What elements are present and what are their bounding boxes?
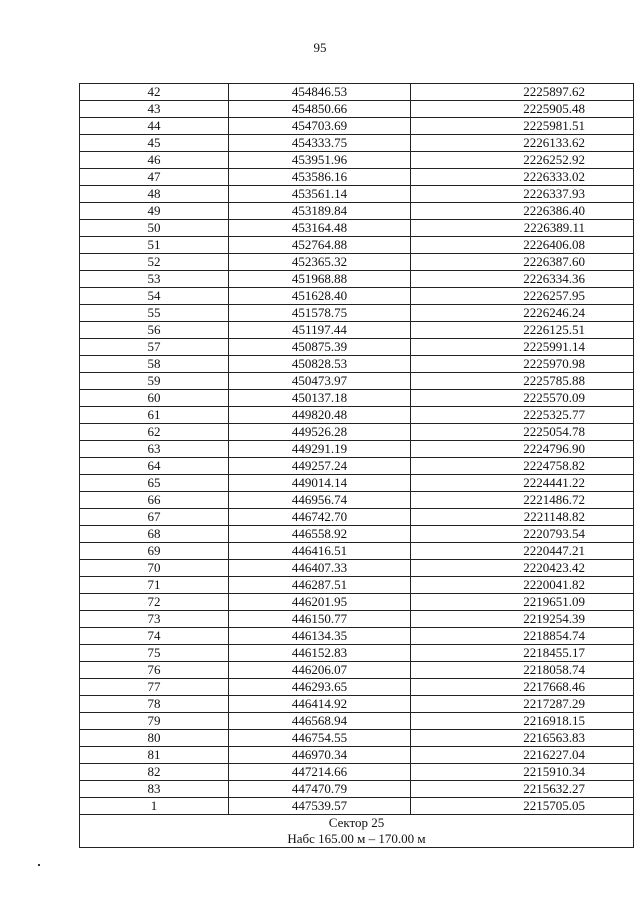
y-coordinate-cell: 2225570.09	[411, 390, 634, 407]
table-row	[80, 203, 634, 220]
y-coordinate-cell: 2226334.36	[411, 271, 634, 288]
point-number-cell: 74	[80, 628, 229, 645]
y-coordinate-cell: 2216227.04	[411, 747, 634, 764]
table-row	[80, 713, 634, 730]
table-row	[80, 781, 634, 798]
table-row	[80, 764, 634, 781]
y-coordinate-cell: 2225325.77	[411, 407, 634, 424]
sector-label: Сектор 25	[328, 815, 385, 830]
point-number-cell: 50	[80, 220, 229, 237]
point-number-cell: 42	[80, 84, 229, 101]
y-coordinate-cell: 2226387.60	[411, 254, 634, 271]
table-row	[80, 560, 634, 577]
table-row	[80, 798, 634, 815]
table-row	[80, 611, 634, 628]
table-row	[80, 747, 634, 764]
x-coordinate-cell: 446568.94	[229, 713, 411, 730]
y-coordinate-cell: 2224796.90	[411, 441, 634, 458]
point-number-cell: 45	[80, 135, 229, 152]
table-row	[80, 458, 634, 475]
y-coordinate-cell: 2225905.48	[411, 101, 634, 118]
table-row	[80, 407, 634, 424]
x-coordinate-cell: 447539.57	[229, 798, 411, 815]
x-coordinate-cell: 454846.53	[229, 84, 411, 101]
point-number-cell: 53	[80, 271, 229, 288]
x-coordinate-cell: 451628.40	[229, 288, 411, 305]
point-number-cell: 69	[80, 543, 229, 560]
x-coordinate-cell: 447470.79	[229, 781, 411, 798]
x-coordinate-cell: 454703.69	[229, 118, 411, 135]
x-coordinate-cell: 454333.75	[229, 135, 411, 152]
x-coordinate-cell: 446558.92	[229, 526, 411, 543]
table-row	[80, 305, 634, 322]
scan-dot	[38, 864, 40, 866]
y-coordinate-cell: 2226389.11	[411, 220, 634, 237]
point-number-cell: 60	[80, 390, 229, 407]
x-coordinate-cell: 449820.48	[229, 407, 411, 424]
x-coordinate-cell: 453164.48	[229, 220, 411, 237]
sector-footer-row	[80, 815, 634, 848]
x-coordinate-cell: 446970.34	[229, 747, 411, 764]
point-number-cell: 73	[80, 611, 229, 628]
y-coordinate-cell: 2221486.72	[411, 492, 634, 509]
table-row	[80, 730, 634, 747]
y-coordinate-cell: 2225991.14	[411, 339, 634, 356]
table-row	[80, 373, 634, 390]
y-coordinate-cell: 2225897.62	[411, 84, 634, 101]
y-coordinate-cell: 2218854.74	[411, 628, 634, 645]
point-number-cell: 68	[80, 526, 229, 543]
point-number-cell: 81	[80, 747, 229, 764]
x-coordinate-cell: 447214.66	[229, 764, 411, 781]
table-row	[80, 543, 634, 560]
table-row	[80, 390, 634, 407]
table-row	[80, 356, 634, 373]
x-coordinate-cell: 446742.70	[229, 509, 411, 526]
y-coordinate-cell: 2224441.22	[411, 475, 634, 492]
point-number-cell: 83	[80, 781, 229, 798]
point-number-cell: 48	[80, 186, 229, 203]
x-coordinate-cell: 449291.19	[229, 441, 411, 458]
y-coordinate-cell: 2221148.82	[411, 509, 634, 526]
table-row	[80, 339, 634, 356]
x-coordinate-cell: 446754.55	[229, 730, 411, 747]
table-row	[80, 577, 634, 594]
x-coordinate-cell: 446293.65	[229, 679, 411, 696]
x-coordinate-cell: 446201.95	[229, 594, 411, 611]
point-number-cell: 44	[80, 118, 229, 135]
x-coordinate-cell: 453951.96	[229, 152, 411, 169]
y-coordinate-cell: 2225970.98	[411, 356, 634, 373]
y-coordinate-cell: 2217287.29	[411, 696, 634, 713]
x-coordinate-cell: 449257.24	[229, 458, 411, 475]
table-row	[80, 526, 634, 543]
height-range-label: Набс 165.00 м – 170.00 м	[287, 831, 426, 846]
point-number-cell: 55	[80, 305, 229, 322]
table-row	[80, 696, 634, 713]
point-number-cell: 1	[80, 798, 229, 815]
point-number-cell: 47	[80, 169, 229, 186]
point-number-cell: 71	[80, 577, 229, 594]
y-coordinate-cell: 2224758.82	[411, 458, 634, 475]
table-row	[80, 645, 634, 662]
x-coordinate-cell: 450137.18	[229, 390, 411, 407]
point-number-cell: 52	[80, 254, 229, 271]
point-number-cell: 63	[80, 441, 229, 458]
point-number-cell: 43	[80, 101, 229, 118]
x-coordinate-cell: 453189.84	[229, 203, 411, 220]
table-row	[80, 662, 634, 679]
table-row	[80, 237, 634, 254]
x-coordinate-cell: 449526.28	[229, 424, 411, 441]
point-number-cell: 75	[80, 645, 229, 662]
table-row	[80, 509, 634, 526]
y-coordinate-cell: 2226125.51	[411, 322, 634, 339]
x-coordinate-cell: 446152.83	[229, 645, 411, 662]
table-row	[80, 169, 634, 186]
y-coordinate-cell: 2225981.51	[411, 118, 634, 135]
y-coordinate-cell: 2218058.74	[411, 662, 634, 679]
coordinates-table	[79, 83, 634, 848]
table-row	[80, 475, 634, 492]
y-coordinate-cell: 2219254.39	[411, 611, 634, 628]
x-coordinate-cell: 446206.07	[229, 662, 411, 679]
x-coordinate-cell: 446416.51	[229, 543, 411, 560]
y-coordinate-cell: 2220041.82	[411, 577, 634, 594]
point-number-cell: 76	[80, 662, 229, 679]
x-coordinate-cell: 451968.88	[229, 271, 411, 288]
x-coordinate-cell: 451197.44	[229, 322, 411, 339]
point-number-cell: 80	[80, 730, 229, 747]
y-coordinate-cell: 2220423.42	[411, 560, 634, 577]
point-number-cell: 70	[80, 560, 229, 577]
y-coordinate-cell: 2220793.54	[411, 526, 634, 543]
point-number-cell: 79	[80, 713, 229, 730]
table-row	[80, 84, 634, 101]
y-coordinate-cell: 2226257.95	[411, 288, 634, 305]
sector-footer-cell	[80, 815, 634, 848]
x-coordinate-cell: 451578.75	[229, 305, 411, 322]
point-number-cell: 61	[80, 407, 229, 424]
y-coordinate-cell: 2220447.21	[411, 543, 634, 560]
point-number-cell: 57	[80, 339, 229, 356]
y-coordinate-cell: 2225054.78	[411, 424, 634, 441]
point-number-cell: 67	[80, 509, 229, 526]
point-number-cell: 46	[80, 152, 229, 169]
table-row	[80, 594, 634, 611]
table-row	[80, 492, 634, 509]
x-coordinate-cell: 446407.33	[229, 560, 411, 577]
x-coordinate-cell: 449014.14	[229, 475, 411, 492]
table-row	[80, 322, 634, 339]
table-row	[80, 271, 634, 288]
x-coordinate-cell: 453561.14	[229, 186, 411, 203]
y-coordinate-cell: 2215705.05	[411, 798, 634, 815]
point-number-cell: 56	[80, 322, 229, 339]
table-row	[80, 220, 634, 237]
point-number-cell: 64	[80, 458, 229, 475]
x-coordinate-cell: 446134.35	[229, 628, 411, 645]
table-row	[80, 254, 634, 271]
point-number-cell: 66	[80, 492, 229, 509]
table-row	[80, 288, 634, 305]
y-coordinate-cell: 2216563.83	[411, 730, 634, 747]
y-coordinate-cell: 2215632.27	[411, 781, 634, 798]
x-coordinate-cell: 450828.53	[229, 356, 411, 373]
y-coordinate-cell: 2219651.09	[411, 594, 634, 611]
point-number-cell: 78	[80, 696, 229, 713]
y-coordinate-cell: 2218455.17	[411, 645, 634, 662]
y-coordinate-cell: 2217668.46	[411, 679, 634, 696]
coordinates-table-body	[80, 84, 634, 815]
y-coordinate-cell: 2225785.88	[411, 373, 634, 390]
y-coordinate-cell: 2215910.34	[411, 764, 634, 781]
y-coordinate-cell: 2226246.24	[411, 305, 634, 322]
point-number-cell: 59	[80, 373, 229, 390]
y-coordinate-cell: 2226252.92	[411, 152, 634, 169]
point-number-cell: 77	[80, 679, 229, 696]
x-coordinate-cell: 454850.66	[229, 101, 411, 118]
y-coordinate-cell: 2226406.08	[411, 237, 634, 254]
table-row	[80, 628, 634, 645]
point-number-cell: 72	[80, 594, 229, 611]
point-number-cell: 49	[80, 203, 229, 220]
x-coordinate-cell: 446414.92	[229, 696, 411, 713]
y-coordinate-cell: 2226333.02	[411, 169, 634, 186]
x-coordinate-cell: 450473.97	[229, 373, 411, 390]
point-number-cell: 51	[80, 237, 229, 254]
table-row	[80, 441, 634, 458]
point-number-cell: 82	[80, 764, 229, 781]
x-coordinate-cell: 450875.39	[229, 339, 411, 356]
x-coordinate-cell: 453586.16	[229, 169, 411, 186]
page-number: 95	[313, 40, 327, 55]
table-row	[80, 186, 634, 203]
table-row	[80, 679, 634, 696]
y-coordinate-cell: 2226386.40	[411, 203, 634, 220]
x-coordinate-cell: 446956.74	[229, 492, 411, 509]
x-coordinate-cell: 452764.88	[229, 237, 411, 254]
table-row	[80, 118, 634, 135]
table-row	[80, 152, 634, 169]
table-row	[80, 424, 634, 441]
y-coordinate-cell: 2226337.93	[411, 186, 634, 203]
x-coordinate-cell: 452365.32	[229, 254, 411, 271]
x-coordinate-cell: 446150.77	[229, 611, 411, 628]
table-row	[80, 135, 634, 152]
y-coordinate-cell: 2216918.15	[411, 713, 634, 730]
point-number-cell: 62	[80, 424, 229, 441]
y-coordinate-cell: 2226133.62	[411, 135, 634, 152]
point-number-cell: 65	[80, 475, 229, 492]
x-coordinate-cell: 446287.51	[229, 577, 411, 594]
table-row	[80, 101, 634, 118]
point-number-cell: 58	[80, 356, 229, 373]
point-number-cell: 54	[80, 288, 229, 305]
